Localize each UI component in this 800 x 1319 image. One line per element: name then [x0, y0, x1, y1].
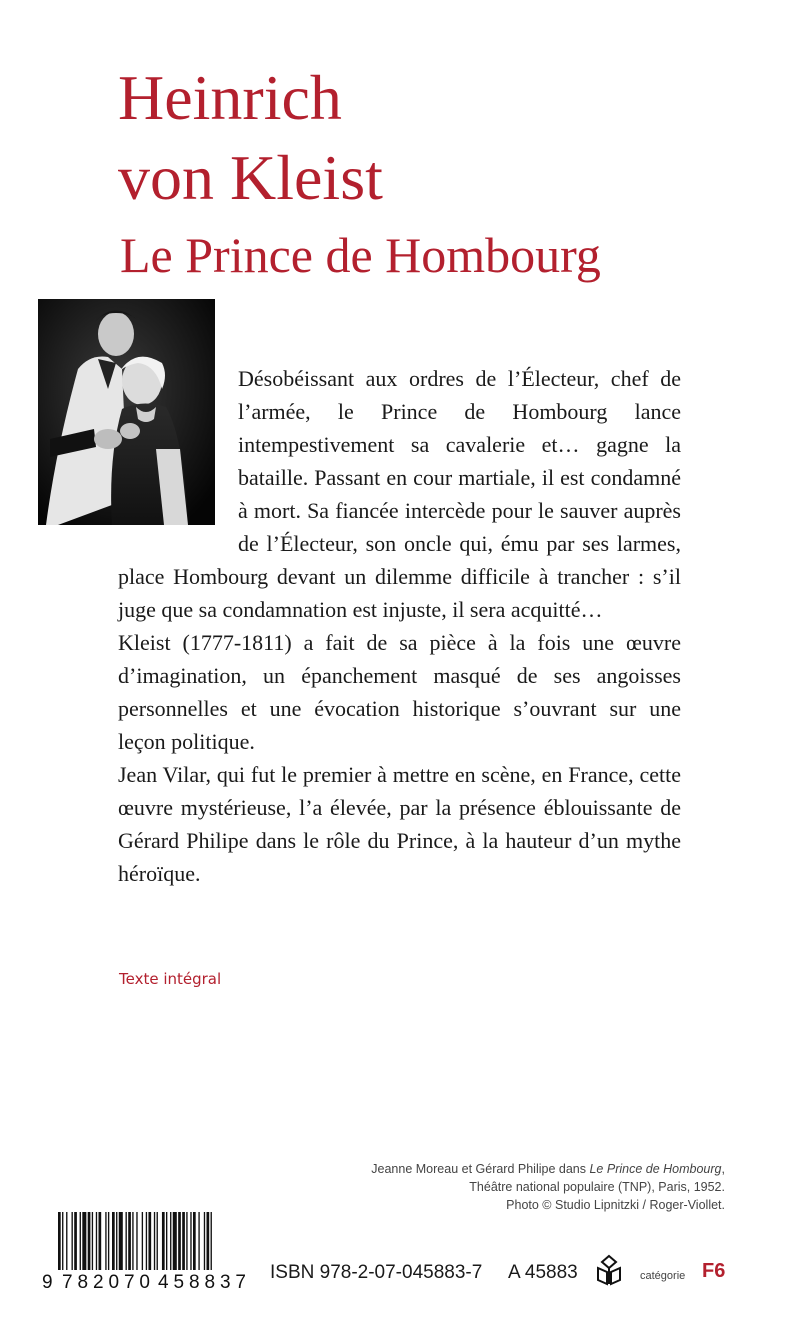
barcode-digits-group-2: 458837 — [158, 1272, 246, 1292]
barcode-bar — [198, 1212, 199, 1270]
photo-float-spacer — [118, 362, 238, 530]
photo-credit-line-2: Théâtre national populaire (TNP), Paris, 1952. — [469, 1180, 725, 1194]
barcode-bar — [72, 1212, 73, 1270]
barcode-bar — [211, 1212, 212, 1270]
barcode-bar — [204, 1212, 205, 1270]
author-line-2: von Kleist — [118, 142, 383, 213]
barcode-bar — [74, 1212, 77, 1270]
blurb-paragraph-1: Désobéissant aux ordres de l’Électeur, chef de l’armée, le Prince de Hombourg lance intempestivement sa cavalerie et… gagne la bataille. Passant en cour martiale, il est condamné à mort. Sa fiancée intercède pour le sauver auprès de l’Électeur, son oncle qui, ému par ses larmes, place Hombourg devant un dilemme difficile à trancher : s’il juge que sa condamnation est injuste, il sera acquitté… — [118, 366, 681, 622]
photo-credit-prefix: Jeanne Moreau et Gérard Philipe dans — [371, 1162, 590, 1176]
edition-note: Texte intégral — [119, 970, 222, 988]
photo-credit-title: Le Prince de Hombourg — [589, 1162, 722, 1176]
barcode-bar — [112, 1212, 115, 1270]
photo-credit-suffix: , — [721, 1162, 725, 1176]
barcode-bar — [92, 1212, 93, 1270]
barcode-bar — [88, 1212, 91, 1270]
barcode-bar — [173, 1212, 177, 1270]
barcode-bar — [178, 1212, 181, 1270]
barcode-bar — [136, 1212, 137, 1270]
barcode-bar — [105, 1212, 106, 1270]
barcode-bar — [119, 1212, 123, 1270]
publisher-logo-icon — [594, 1254, 624, 1286]
blurb-paragraph-2: Kleist (1777-1811) a fait de sa pièce à la fois une œuvre d’imagination, un épanchement masqué de ses angoisses personnelles et une évocation historique s’ouvrant sur une leçon politique. — [118, 630, 681, 754]
barcode-digits-group-1: 782070 — [62, 1272, 150, 1292]
barcode-bar — [207, 1212, 210, 1270]
barcode-bar — [190, 1212, 191, 1270]
category-value: F6 — [702, 1260, 726, 1282]
barcode-bar — [170, 1212, 171, 1270]
barcode-bar — [82, 1212, 86, 1270]
barcode-bar — [132, 1212, 133, 1270]
photo-credit — [371, 1160, 725, 1214]
isbn: ISBN 978-2-07-045883-7 — [270, 1262, 483, 1283]
barcode-digit-first: 9 — [42, 1272, 53, 1292]
barcode-bar — [99, 1212, 102, 1270]
product-code: A 45883 — [508, 1262, 578, 1283]
author-line-1: Heinrich — [118, 62, 342, 133]
barcode-bars — [58, 1212, 212, 1270]
barcode-bar — [142, 1212, 143, 1270]
barcode-bar — [146, 1212, 147, 1270]
barcode-bar — [62, 1212, 63, 1270]
barcode-bar — [193, 1212, 196, 1270]
barcode — [40, 1212, 270, 1292]
barcode-bar — [96, 1212, 97, 1270]
photo-credit-line-1 — [371, 1160, 725, 1178]
category-label: catégorie — [640, 1270, 686, 1282]
barcode-bar — [108, 1212, 109, 1270]
author-name — [118, 58, 383, 218]
blurb — [118, 362, 681, 890]
barcode-bar — [166, 1212, 167, 1270]
book-title: Le Prince de Hombourg — [120, 227, 601, 283]
barcode-bar — [80, 1212, 81, 1270]
barcode-bar — [186, 1212, 187, 1270]
barcode-bar — [126, 1212, 127, 1270]
photo-credit-line-3: Photo © Studio Lipnitzki / Roger-Viollet. — [506, 1198, 725, 1212]
barcode-bar — [66, 1212, 67, 1270]
barcode-bar — [157, 1212, 158, 1270]
barcode-bar — [154, 1212, 155, 1270]
blurb-paragraph-3: Jean Vilar, qui fut le premier à mettre en scène, en France, cette œuvre mystérieuse, l’a élevée, par la présence éblouissante de Gérard Philipe dans le rôle du Prince, à la hauteur d’un mythe héroïque. — [118, 762, 681, 886]
barcode-bar — [182, 1212, 185, 1270]
barcode-bar — [58, 1212, 61, 1270]
barcode-bar — [148, 1212, 151, 1270]
barcode-bar — [162, 1212, 165, 1270]
barcode-bar — [116, 1212, 117, 1270]
barcode-bar — [128, 1212, 131, 1270]
